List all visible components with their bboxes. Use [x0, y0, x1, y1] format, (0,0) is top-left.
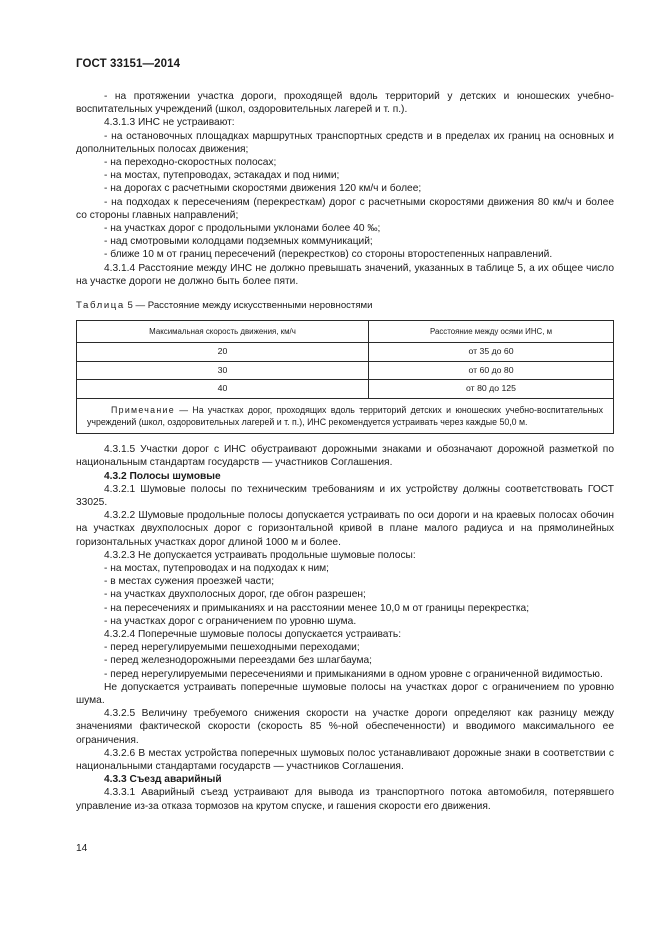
table-row: [77, 361, 614, 380]
paragraph: - на переходно-скоростных полосах;: [104, 157, 277, 169]
paragraph: - на участках дорог с продольными уклонами более 40 ‰;: [104, 223, 381, 235]
paragraph: 4.3.2.4 Поперечные шумовые полосы допускается устраивать:: [104, 629, 402, 640]
paragraph: - на дорогах с расчетными скоростями движения 120 км/ч и более;: [104, 183, 422, 195]
table-caption-title: 5 — Расстояние между искусственными неровностями: [124, 300, 373, 312]
table-note: [77, 398, 614, 433]
paragraph: - на подходах к пересечениям (перекресткам) дорог с расчетными скоростями движения 80 км/ч и более со стороны главных направлений;: [76, 196, 614, 221]
paragraph: 4.3.2.3 Не допускается устраивать продольные шумовые полосы:: [104, 549, 416, 561]
table-header-speed: Максимальная скорость движения, км/ч: [77, 321, 369, 343]
table-cell-distance: от 80 до 125: [369, 380, 614, 399]
table-cell-distance: от 60 до 80: [369, 361, 614, 380]
page-header: ГОСТ 33151—2014: [76, 58, 181, 70]
table-note-label: Примечание: [111, 404, 175, 415]
paragraph: 4.3.1.3 ИНС не устраивают:: [104, 117, 235, 129]
section-heading: 4.3.2 Полосы шумовые: [104, 470, 221, 482]
table-caption: [76, 299, 614, 312]
paragraph: - ближе 10 м от границ пересечений (перекрестков) со стороны второстепенных направлений.: [104, 249, 553, 261]
page-number: 14: [76, 843, 88, 854]
paragraph: - на участках двухполосных дорог, где обгон разрешен;: [104, 589, 366, 601]
table-note-row: [77, 398, 614, 433]
paragraph: - на остановочных площадках маршрутных транспортных средств и в пределах их границ на основных и дополнительных полосах движения;: [76, 130, 614, 155]
paragraph: Не допускается устраивать поперечные шумовые полосы на участках дорог с ограничением по уровню шума.: [76, 681, 614, 707]
table-header-distance: Расстояние между осями ИНС, м: [369, 321, 614, 343]
table-note-text: — На участках дорог, проходящих вдоль территорий детских и юношеских учебно-воспитательных учреждений (школ, оздоровительных лагерей и т. п.), ИНС рекомендуется устраивать через каждые 50,0 м.: [87, 404, 603, 427]
table-cell-speed: 20: [77, 343, 369, 362]
paragraph: - на участках дорог с ограничением по уровню шума.: [104, 615, 357, 627]
paragraph: 4.3.2.1 Шумовые полосы по техническим требованиям и их устройству должны соответствовать ГОСТ 33025.: [76, 483, 614, 508]
table-row: [77, 380, 614, 399]
table-caption-label: Таблица: [76, 300, 125, 312]
distance-table: [76, 320, 614, 434]
paragraph: - перед нерегулируемыми пересечениями и примыканиями в одном уровне с ограниченной видимостью.: [104, 668, 603, 680]
paragraph: 4.3.1.5 Участки дорог с ИНС обустраивают дорожными знаками и обозначают дорожной разметкой по национальным стандартам государств — участников Соглашения.: [76, 444, 614, 469]
paragraph: 4.3.2.6 В местах устройства поперечных шумовых полос устанавливают дорожные знаки в соответствии с национальными стандартами государств — участников Соглашения.: [76, 747, 614, 773]
table-header-row: [77, 321, 614, 343]
paragraph: - на мостах, путепроводах и на подходах к ним;: [104, 562, 329, 574]
section-heading: 4.3.3 Съезд аварийный: [104, 774, 222, 786]
paragraph: - на мостах, путепроводах, эстакадах и под ними;: [104, 170, 340, 182]
paragraph: - в местах сужения проезжей части;: [104, 576, 275, 588]
table-cell-distance: от 35 до 60: [369, 343, 614, 362]
text-before-table: [76, 90, 614, 288]
paragraph: - на пересечениях и примыканиях и на расстоянии менее 10,0 м от границы перекрестка;: [104, 602, 530, 614]
table-row: [77, 343, 614, 362]
paragraph: 4.3.1.4 Расстояние между ИНС не должно превышать значений, указанных в таблице 5, а их общее число на участке дороги не должно быть более пяти.: [76, 262, 614, 287]
paragraph: - над смотровыми колодцами подземных коммуникаций;: [104, 236, 373, 248]
table-cell-speed: 30: [77, 361, 369, 380]
text-after-table: [76, 443, 614, 813]
document-body: [76, 90, 614, 813]
paragraph: 4.3.2.2 Шумовые продольные полосы допускается устраивать по оси дороги и на краевых полосах обочин на участках двухполосных дорог с горизонтальной кривой в плане малого радиуса и на прямолинейных горизонтальных участках дорог длиной 1000 м и более.: [76, 510, 614, 548]
paragraph: 4.3.3.1 Аварийный съезд устраивают для вывода из транспортного потока автомобиля, потерявшего управление из-за отказа тормозов на крутом спуске, и гашения скорости его движения.: [76, 787, 614, 812]
paragraph: - на протяжении участка дороги, проходящей вдоль территорий у детских и юношеских учебно-воспитательных учреждений (школ, оздоровительных лагерей и т. п.).: [76, 91, 614, 116]
table-cell-speed: 40: [77, 380, 369, 399]
paragraph: - перед нерегулируемыми пешеходными переходами;: [104, 642, 360, 654]
paragraph: - перед железнодорожными переездами без шлагбаума;: [104, 655, 373, 667]
paragraph: 4.3.2.5 Величину требуемого снижения скорости на участке дороги определяют как разницу между значениями фактической скорости (скорость 85 %-ной обеспеченности) и вводимого максимального ее ограничения.: [76, 708, 614, 746]
